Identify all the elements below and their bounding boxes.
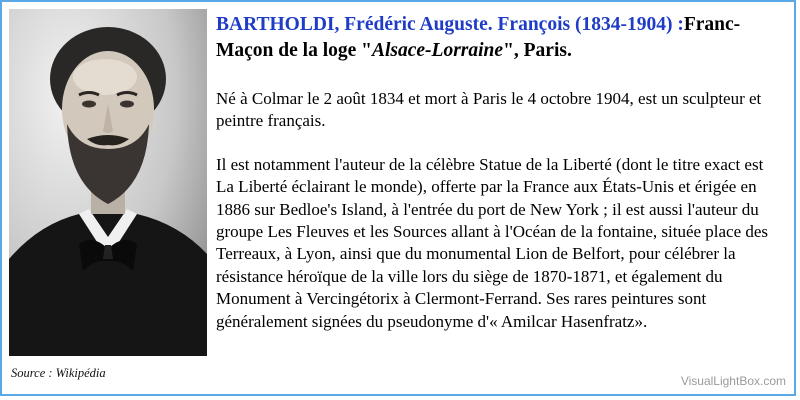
biography-paragraph: Il est notamment l'auteur de la célèbre Statue de la Liberté (dont le titre exact est La Liberté éclairant le monde), offerte par la France aux États-Unis et érigée en 1886 sur Bedloe's Island, à l'entrée du port de New York ; il est aussi l'auteur du groupe Les Fleuves et les Sources allant à l'Océan de la fontaine, située place des Terreaux, à Lyon, ainsi que du monumental Lion de Belfort, pour célébrer la résistance héroïque de la ville lors du siège de 1870-1871, et également du Monument à Vercingétorix à Clermont-Ferrand. Ses rares peintures sont généralement signées du pseudonyme d'« Amilcar Hasenfratz». bbox=[216, 154, 769, 331]
portrait-photo bbox=[9, 9, 207, 356]
page-title bbox=[216, 12, 786, 64]
title-lodge-prefix: Franc-Maçon de la loge " bbox=[216, 14, 741, 61]
person-name: BARTHOLDI, Frédéric Auguste. François (1834-1904) : bbox=[216, 14, 684, 35]
biography-text bbox=[216, 88, 782, 333]
title-lodge-suffix: ", Paris. bbox=[503, 40, 572, 61]
photo-source-caption: Source : Wikipédia bbox=[11, 366, 106, 380]
watermark: VisualLightBox.com bbox=[680, 374, 786, 388]
biography-paragraph: Né à Colmar le 2 août 1834 et mort à Paris le 4 octobre 1904, est un sculpteur et peintre français. bbox=[216, 89, 762, 131]
portrait-illustration bbox=[9, 9, 207, 356]
title-lodge-name: Alsace-Lorraine bbox=[371, 40, 504, 61]
